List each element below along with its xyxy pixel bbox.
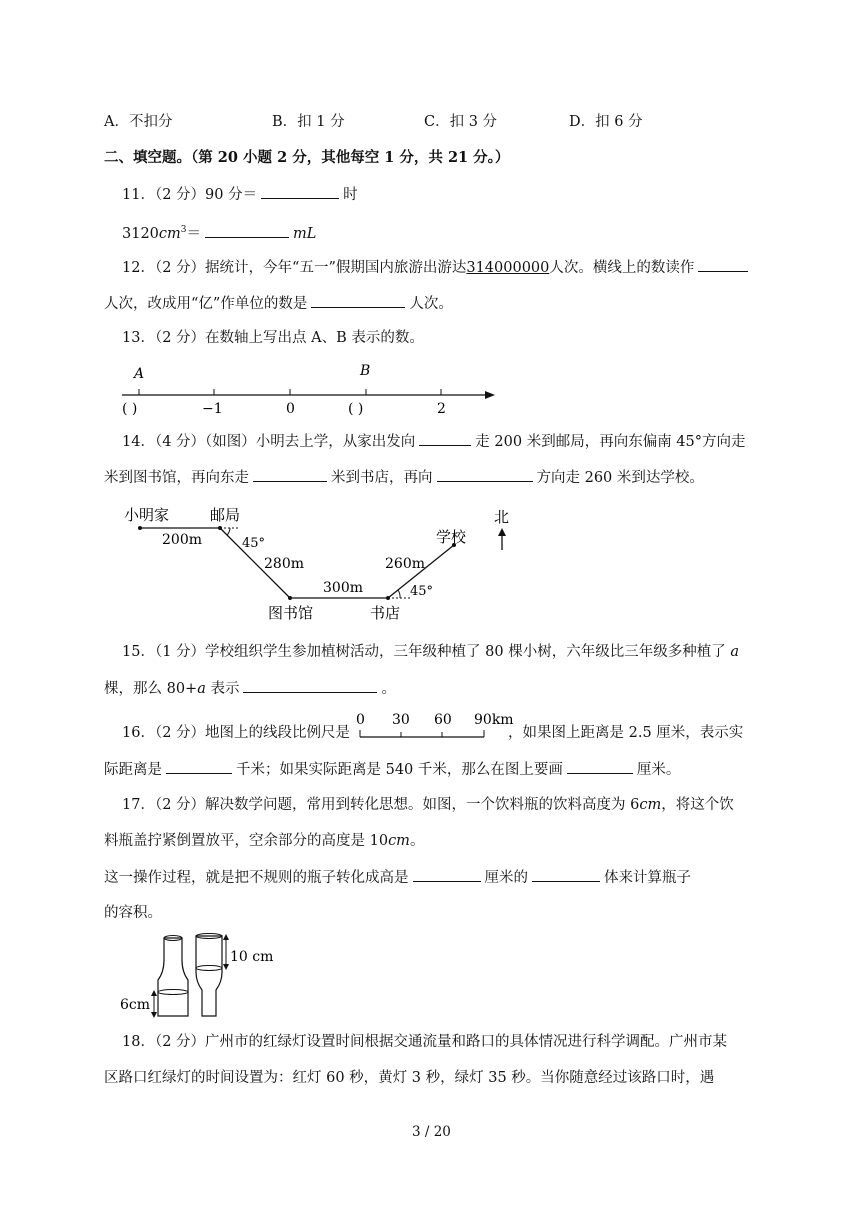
option-c: C．扣 3 分 bbox=[424, 114, 498, 130]
label-200m: 200m bbox=[162, 532, 202, 548]
q14-line1 bbox=[122, 431, 746, 452]
q15-line2-var: a bbox=[197, 681, 206, 697]
q17-line2-end: 。 bbox=[409, 833, 425, 849]
q14-blank-1[interactable] bbox=[419, 431, 471, 446]
bottle-upright bbox=[158, 938, 188, 1016]
q17-blank-1[interactable] bbox=[413, 867, 481, 882]
q18-line2: 区路口红绿灯的时间设置为：红灯 60 秒，黄灯 3 秒，绿灯 35 秒。当你随意经过该路口时，遇 bbox=[104, 1070, 715, 1086]
point-home bbox=[138, 526, 142, 530]
scale-label-0: 0 bbox=[356, 712, 365, 728]
label-post: 邮局 bbox=[210, 506, 241, 524]
paren-b: ( ) bbox=[348, 401, 364, 417]
label-library: 图书馆 bbox=[268, 604, 314, 622]
q16-blank-2[interactable] bbox=[567, 759, 633, 774]
label-260m: 260m bbox=[385, 556, 425, 572]
option-b: B．扣 1 分 bbox=[272, 114, 345, 130]
angle-arc-2 bbox=[398, 590, 400, 598]
q17-line3-a: 这一操作过程，就是把不规则的瓶子转化成高是 bbox=[104, 870, 409, 886]
point-post bbox=[218, 526, 222, 530]
label-2: 2 bbox=[437, 401, 446, 417]
dim-10cm-arrow-down bbox=[223, 964, 229, 970]
q16-line2 bbox=[104, 759, 680, 780]
q12-suffix: 人次。横线上的数读作 bbox=[549, 260, 695, 276]
q15-line2-a: 棵，那么 80+ bbox=[104, 681, 198, 697]
option-d: D．扣 6 分 bbox=[569, 114, 643, 130]
q16-prefix: 16．（2 分）地图上的线段比例尺是 bbox=[122, 725, 351, 741]
dim-10cm-arrow-up bbox=[223, 934, 229, 940]
q14-blank-2[interactable] bbox=[253, 467, 327, 482]
q15-line2-end: 。 bbox=[381, 681, 396, 697]
q11-blank-1[interactable] bbox=[261, 184, 339, 199]
axis-arrow bbox=[485, 391, 495, 399]
label-280m: 280m bbox=[264, 556, 304, 572]
q17-line1-end: ，将这个饮 bbox=[661, 797, 734, 813]
q13-text: 13．（2 分）在数轴上写出点 A、B 表示的数。 bbox=[122, 330, 424, 346]
q12-line2 bbox=[104, 293, 453, 314]
q17-line1-unit: cm bbox=[639, 797, 662, 813]
section-title: 二、填空题。（第 20 小题 2 分，其他每空 1 分，共 21 分。） bbox=[104, 149, 510, 166]
q14-line1-b: 走 200 米到邮局，再向东偏南 45°方向走 bbox=[475, 434, 746, 450]
q17-line4: 的容积。 bbox=[104, 905, 162, 921]
label-neg1: −1 bbox=[202, 401, 223, 417]
q11-eq: ＝ bbox=[186, 225, 202, 242]
label-6cm: 6cm bbox=[120, 997, 151, 1013]
dim-6cm-arrow-up bbox=[151, 990, 157, 996]
option-a: A．不扣分 bbox=[104, 114, 173, 130]
point-b-label: B bbox=[360, 363, 371, 379]
point-a-label: A bbox=[134, 366, 145, 382]
q16-suffix: ，如果图上距离是 2.5 厘米，表示实 bbox=[508, 725, 744, 741]
route-map bbox=[118, 500, 538, 625]
label-school: 学校 bbox=[436, 528, 467, 546]
q15-line2 bbox=[104, 678, 396, 699]
q17-line2-text: 料瓶盖拧紧倒置放平，空余部分的高度是 10 bbox=[104, 833, 389, 849]
q17-line2-unit: cm bbox=[388, 833, 410, 849]
q14-line2-b: 米到书店，再向 bbox=[331, 470, 433, 486]
q11-prefix: 11．（2 分）90 分＝ bbox=[122, 187, 258, 203]
q17-line1 bbox=[122, 795, 734, 815]
label-north: 北 bbox=[494, 508, 510, 526]
label-0: 0 bbox=[286, 401, 295, 417]
q11-value: 3120 bbox=[122, 225, 159, 242]
q12-line2-a: 人次，改成用“亿”作单位的数是 bbox=[104, 296, 308, 312]
north-arrow-icon bbox=[498, 528, 506, 536]
q14-line2 bbox=[104, 467, 704, 488]
q12-line2-b: 人次。 bbox=[409, 296, 453, 312]
bottle-inverted-liquid bbox=[196, 966, 222, 971]
q12-prefix: 12．（2 分）据统计，今年“五一”假期国内旅游出游达 bbox=[122, 260, 467, 276]
label-10cm: 10 cm bbox=[230, 949, 274, 965]
point-library bbox=[288, 596, 292, 600]
q17-line1-text: 17．（2 分）解决数学问题，常用到转化思想。如图，一个饮料瓶的饮料高度为 6 bbox=[122, 797, 640, 813]
q11-cm: cm bbox=[158, 225, 181, 242]
q15-blank[interactable] bbox=[243, 678, 377, 693]
q14-blank-3[interactable] bbox=[437, 467, 533, 482]
point-bookstore bbox=[386, 596, 390, 600]
q15-var-a: a bbox=[730, 644, 739, 660]
q16-line2-b: 千米；如果实际距离是 540 千米，那么在图上要画 bbox=[236, 762, 563, 778]
q14-line2-a: 米到图书馆，再向东走 bbox=[104, 470, 249, 486]
bottle-inverted bbox=[196, 936, 222, 1016]
number-line bbox=[110, 358, 510, 418]
paren-a: ( ) bbox=[122, 401, 138, 417]
q16-line2-a: 际距离是 bbox=[104, 762, 162, 778]
q11-line1 bbox=[122, 184, 358, 205]
q12-blank-1[interactable] bbox=[698, 257, 748, 272]
q17-line3 bbox=[104, 867, 691, 888]
q16-line2-c: 厘米。 bbox=[636, 762, 681, 778]
q12-blank-2[interactable] bbox=[311, 293, 405, 308]
q16-blank-1[interactable] bbox=[166, 759, 232, 774]
q11-sup: 3 bbox=[180, 225, 187, 235]
q18-line1: 18．（2 分）广州市的红绿灯设置时间根据交通流量和路口的具体情况进行科学调配。广州市某 bbox=[122, 1034, 728, 1050]
q17-line3-c: 体来计算瓶子 bbox=[604, 870, 691, 886]
q11-unit: 时 bbox=[343, 187, 358, 203]
q11-ml: mL bbox=[293, 225, 317, 242]
bottle-upright-liquid bbox=[158, 990, 188, 995]
page-number: 3 / 20 bbox=[412, 1124, 451, 1140]
label-angle1: 45° bbox=[242, 536, 266, 551]
label-home: 小明家 bbox=[124, 506, 170, 524]
q11-blank-2[interactable] bbox=[205, 223, 289, 238]
label-angle2: 45° bbox=[410, 584, 434, 599]
angle-arc-1 bbox=[227, 528, 230, 535]
q14-line2-c: 方向走 260 米到达学校。 bbox=[536, 470, 704, 486]
q15-line1 bbox=[122, 642, 739, 662]
dim-6cm-arrow-down bbox=[151, 1012, 157, 1018]
bottle-figure bbox=[118, 930, 288, 1020]
q12-line1 bbox=[122, 257, 752, 278]
scale-label-90km: 90km bbox=[474, 712, 514, 728]
q12-number: 314000000 bbox=[466, 260, 550, 276]
scale-label-60: 60 bbox=[434, 712, 452, 728]
label-bookstore: 书店 bbox=[370, 604, 401, 622]
label-300m: 300m bbox=[323, 580, 363, 596]
scale-bar bbox=[350, 708, 520, 742]
q17-line2 bbox=[104, 831, 424, 851]
q14-line1-a: 14．（4 分）（如图）小明去上学，从家出发向 bbox=[122, 434, 416, 450]
q11-line2 bbox=[122, 220, 316, 244]
q15-line1-text: 15．（1 分）学校组织学生参加植树活动，三年级种植了 80 棵小树，六年级比三年级多种植了 bbox=[122, 644, 726, 660]
q17-blank-2[interactable] bbox=[532, 867, 600, 882]
q17-line3-b: 厘米的 bbox=[484, 870, 528, 886]
scale-label-30: 30 bbox=[392, 712, 410, 728]
q15-line2-b: 表示 bbox=[210, 681, 240, 697]
